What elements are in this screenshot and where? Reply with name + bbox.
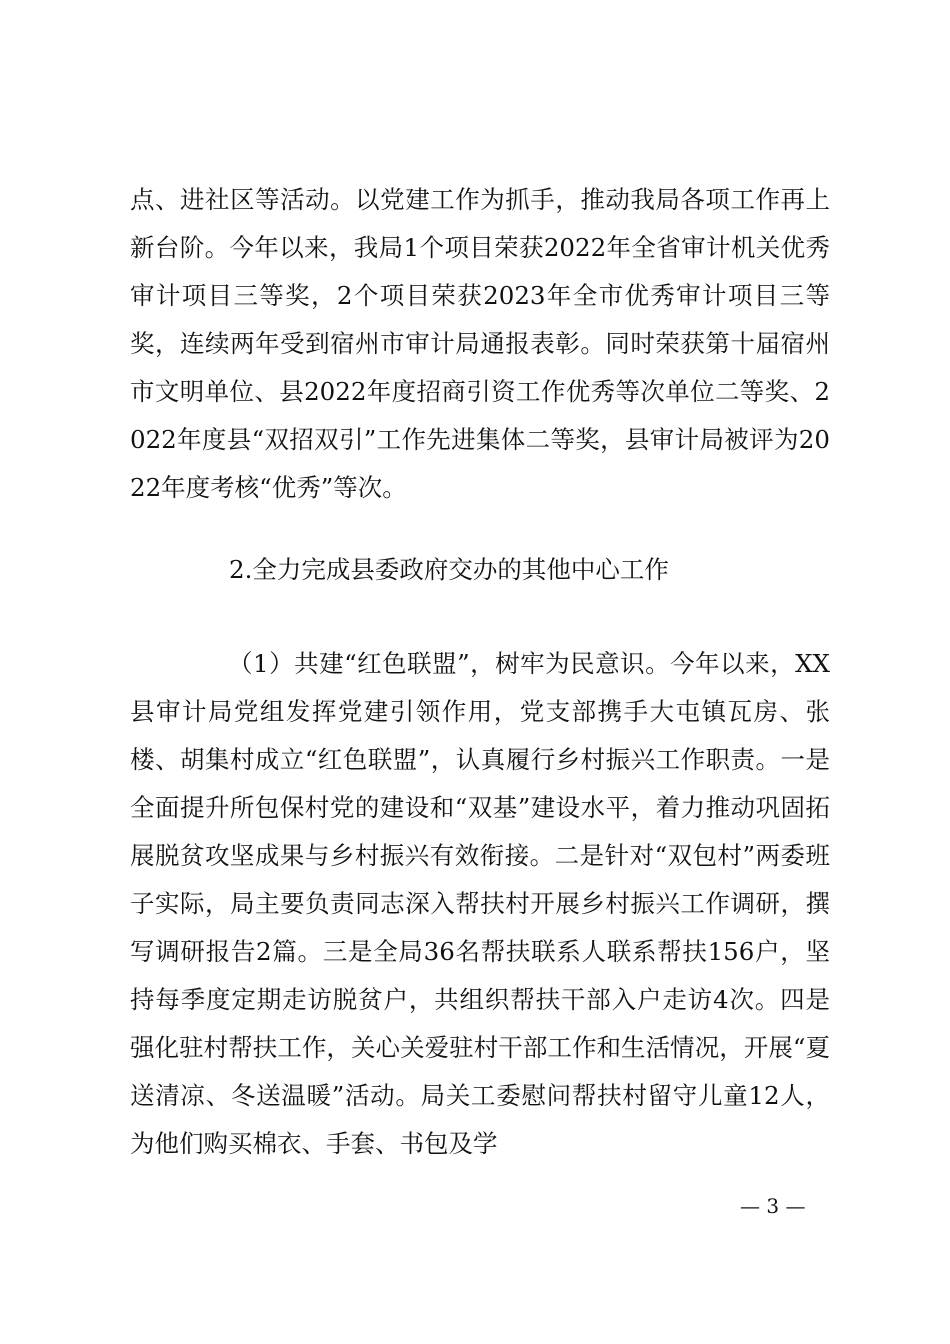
page-number: — 3 —	[740, 1194, 806, 1218]
section-heading: 2.全力完成县委政府交办的其他中心工作	[229, 555, 669, 584]
body-paragraph-red-alliance: （1）共建“红色联盟”，树牢为民意识。今年以来，XX县审计局党组发挥党建引领作用，党支部携手大屯镇瓦房、张楼、胡集村成立“红色联盟”，认真履行乡村振兴工作职责。一是全面提升所包保村党的建设和“双基”建设水平，着力推动巩固拓展脱贫攻坚成果与乡村振兴有效衔接。二是针对“双包村”两委班子实际，局主要负责同志深入帮扶村开展乡村振兴工作调研，撰写调研报告2篇。三是全局36名帮扶联系人联系帮扶156户，坚持每季度定期走访脱贫户，共组织帮扶干部入户走访4次。四是强化驻村帮扶工作，关心关爱驻村干部工作和生活情况，开展“夏送清凉、冬送温暖”活动。局关工委慰问帮扶村留守儿童12人，为他们购买棉衣、手套、书包及学	[130, 649, 830, 1158]
body-paragraph-achievements: 点、进社区等活动。以党建工作为抓手，推动我局各项工作再上新台阶。今年以来，我局1个项目荣获2022年全省审计机关优秀审计项目三等奖，2个项目荣获2023年全市优秀审计项目三等奖，连续两年受到宿州市审计局通报表彰。同时荣获第十届宿州市文明单位、县2022年度招商引资工作优秀等次单位二等奖、2022年度县“双招双引”工作先进集体二等奖，县审计局被评为2022年度考核“优秀”等次。	[130, 185, 830, 502]
